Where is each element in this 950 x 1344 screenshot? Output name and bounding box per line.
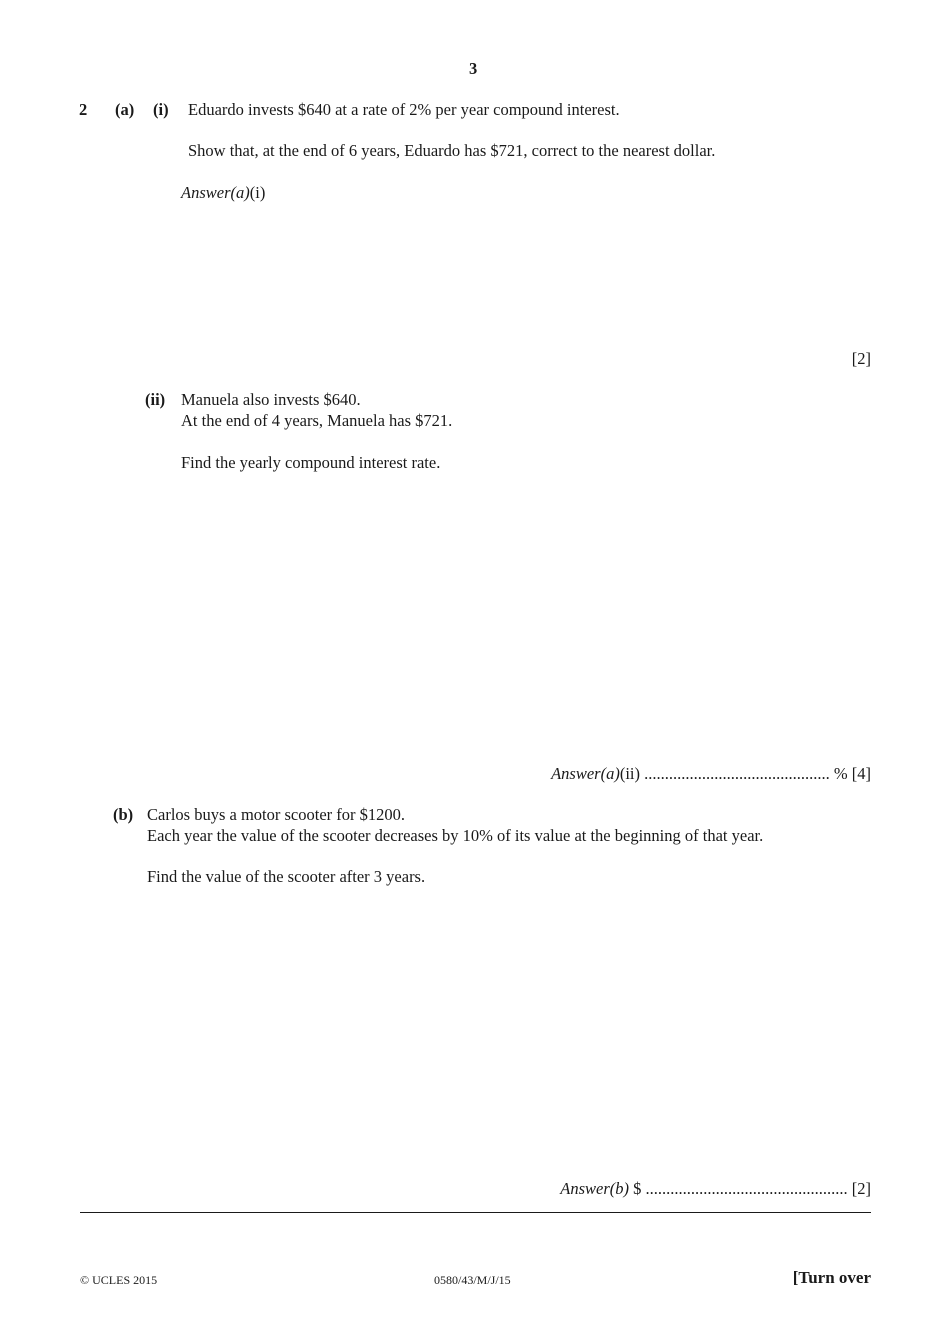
part-a-ii-text-1: Manuela also invests $640. [181,390,361,409]
part-a-label: (a) [115,100,135,119]
part-a-i-text-1: Eduardo invests $640 at a rate of 2% per year compound interest. [188,100,620,119]
answer-b-marks: [2] [851,1179,871,1198]
answer-a-i-label-italic: Answer(a) [181,183,250,202]
part-b-text-1: Carlos buys a motor scooter for $1200. [147,805,405,824]
part-b-text-3: Find the value of the scooter after 3 years. [147,867,426,886]
answer-b-prefix: $ [633,1179,642,1198]
part-a-i-marks: [2] [851,349,871,368]
answer-b-line [560,1179,871,1199]
answer-a-i-label [181,183,265,203]
answer-a-ii-label-suffix: (ii) [619,764,641,783]
question-number: 2 [79,100,88,119]
page-number: 3 [469,59,478,78]
footer-divider [80,1212,871,1213]
footer-copyright: © UCLES 2015 [80,1273,158,1287]
part-a-i-text-2: Show that, at the end of 6 years, Eduardo has $721, correct to the nearest dollar. [188,141,716,160]
answer-b-dots[interactable]: ................................................. [645,1179,848,1198]
answer-a-ii-unit-marks: % [4] [833,764,871,783]
part-a-ii-text-3: Find the yearly compound interest rate. [181,453,441,472]
part-b-text-2: Each year the value of the scooter decreases by 10% of its value at the beginning of that year. [147,826,764,845]
answer-a-ii-line [551,764,871,784]
part-a-ii-label: (ii) [145,390,166,409]
part-b-label: (b) [113,805,134,824]
answer-a-ii-label-italic: Answer(a) [551,764,620,783]
answer-b-label-italic: Answer(b) [560,1179,629,1198]
part-a-ii-text-2: At the end of 4 years, Manuela has $721. [181,411,453,430]
answer-a-i-label-suffix: (i) [249,183,266,202]
answer-a-ii-dots[interactable]: ............................................. [644,764,830,783]
part-a-i-label: (i) [153,100,169,119]
footer-code: 0580/43/M/J/15 [434,1273,511,1287]
footer-turn-over: [Turn over [792,1268,871,1287]
